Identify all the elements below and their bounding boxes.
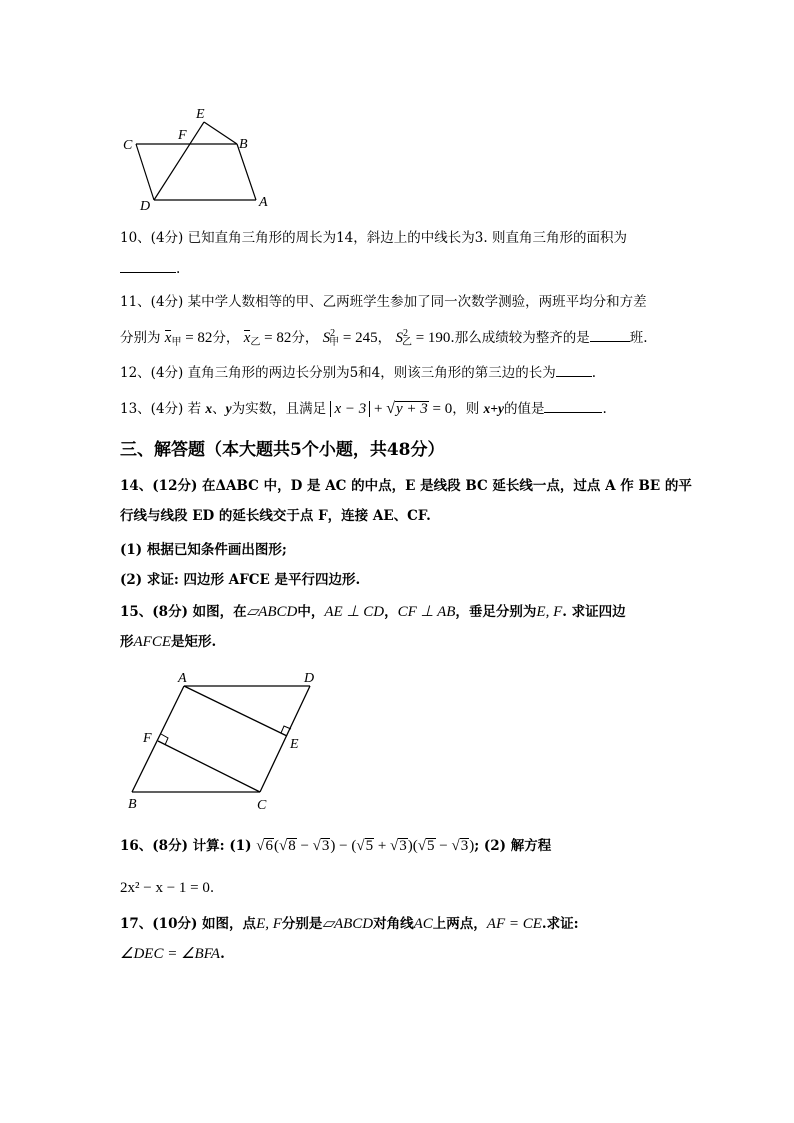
label-a: A	[178, 671, 187, 686]
expression-16-1: √6(√8 − √3) − (√5 + √3)(√5 − √3)	[256, 838, 475, 854]
label-d: D	[140, 199, 151, 214]
segment-ab	[132, 686, 184, 792]
label-e: E	[290, 737, 299, 752]
question-14-line2: 行线与线段 ED 的延长线交于点 F，连接 AE、CF.	[120, 508, 431, 524]
answer-blank-12[interactable]	[556, 362, 592, 377]
question-14-part1: (1) 根据已知条件画出图形;	[120, 542, 287, 558]
segment-eb	[204, 122, 237, 144]
segment-ae	[184, 686, 287, 736]
label-c: C	[257, 798, 267, 813]
question-11-line2: 分别为 $x_甲 = 82$分， $x_乙 = 82$分， $S^2_甲 = 245$， $S^2_乙 = 190$.那么成绩较为整齐的是 班.	[120, 328, 648, 348]
label-f: F	[178, 128, 187, 143]
segment-cd	[136, 144, 154, 200]
question-17-line2: ∠DEC = ∠BFA.	[120, 946, 225, 962]
equation-16-2: 2x² − x − 1 = 0	[120, 880, 210, 896]
label-e: E	[196, 107, 205, 122]
answer-blank-10[interactable]	[120, 258, 176, 273]
label-d: D	[304, 671, 315, 686]
question-14: 14、(12分) 在ΔABC 中，D 是 AC 的中点，E 是线段 BC 延长线一点，过点 A 作 BE 的平	[120, 478, 692, 494]
figure-parallelogram-abcd-rectangle	[120, 668, 330, 813]
label-b: B	[239, 137, 248, 152]
question-15-line2: 形AFCE是矩形.	[120, 634, 217, 650]
question-11	[120, 292, 647, 312]
question-16: 16、(8分) 计算: (1) √6(√8 − √3) − (√5 + √3)(√5 − √3); (2) 解方程	[120, 838, 552, 854]
question-10-text: 10、(4分) 已知直角三角形的周长为14，斜边上的中线长为3. 则直角三角形的面积为	[120, 230, 627, 246]
label-b: B	[128, 797, 137, 812]
condition-expression: x − 3 + √y + 3 = 0	[330, 401, 452, 417]
question-10-answer-line: .	[120, 258, 180, 279]
label-c: C	[123, 138, 133, 153]
question-11-text: 11、(4分) 某中学人数相等的甲、乙两班学生参加了同一次数学测验，两班平均分和方差	[120, 294, 647, 310]
question-12: 12、(4分) 直角三角形的两边长分别为5和4，则该三角形的第三边的长为 .	[120, 362, 596, 383]
question-12-text: 12、(4分) 直角三角形的两边长分别为5和4，则该三角形的第三边的长为	[120, 365, 556, 381]
variance-yi: $S^2_乙 = 190$	[395, 328, 451, 348]
answer-blank-13[interactable]	[544, 398, 602, 413]
question-16-line2: 2x² − x − 1 = 0.	[120, 880, 215, 896]
question-17: 17、(10分) 如图，点E, F分别是▱ABCD对角线AC上两点，AF = CE.求证:	[120, 916, 579, 932]
label-f: F	[143, 731, 152, 746]
question-14-part2: (2) 求证: 四边形 AFCE 是平行四边形.	[120, 572, 361, 588]
segment-dc	[260, 686, 310, 792]
question-15: 15、(8分) 如图，在▱ABCD中，AE ⊥ CD，CF ⊥ AB，垂足分别为E, F. 求证四边	[120, 604, 626, 620]
statement-17: ∠DEC = ∠BFA	[120, 946, 221, 962]
question-10	[120, 228, 627, 248]
answer-blank-11[interactable]	[590, 327, 630, 342]
label-a: A	[259, 195, 268, 210]
segment-cf	[158, 741, 260, 792]
section-3-heading: 三、解答题（本大题共5个小题，共48分）	[120, 440, 445, 460]
figure-parallelogram-cdab	[118, 104, 278, 214]
question-13: 13、(4分) 若 x、y为实数，且满足 x − 3 + √y + 3 = 0，则 x+y的值是 .	[120, 400, 607, 417]
mean-yi: $x_乙 = 82$	[243, 330, 292, 348]
mean-jia: $x_甲 = 82$	[164, 330, 213, 348]
segment-ba	[237, 144, 256, 200]
variance-jia: $S^2_甲 = 245$	[322, 328, 378, 348]
